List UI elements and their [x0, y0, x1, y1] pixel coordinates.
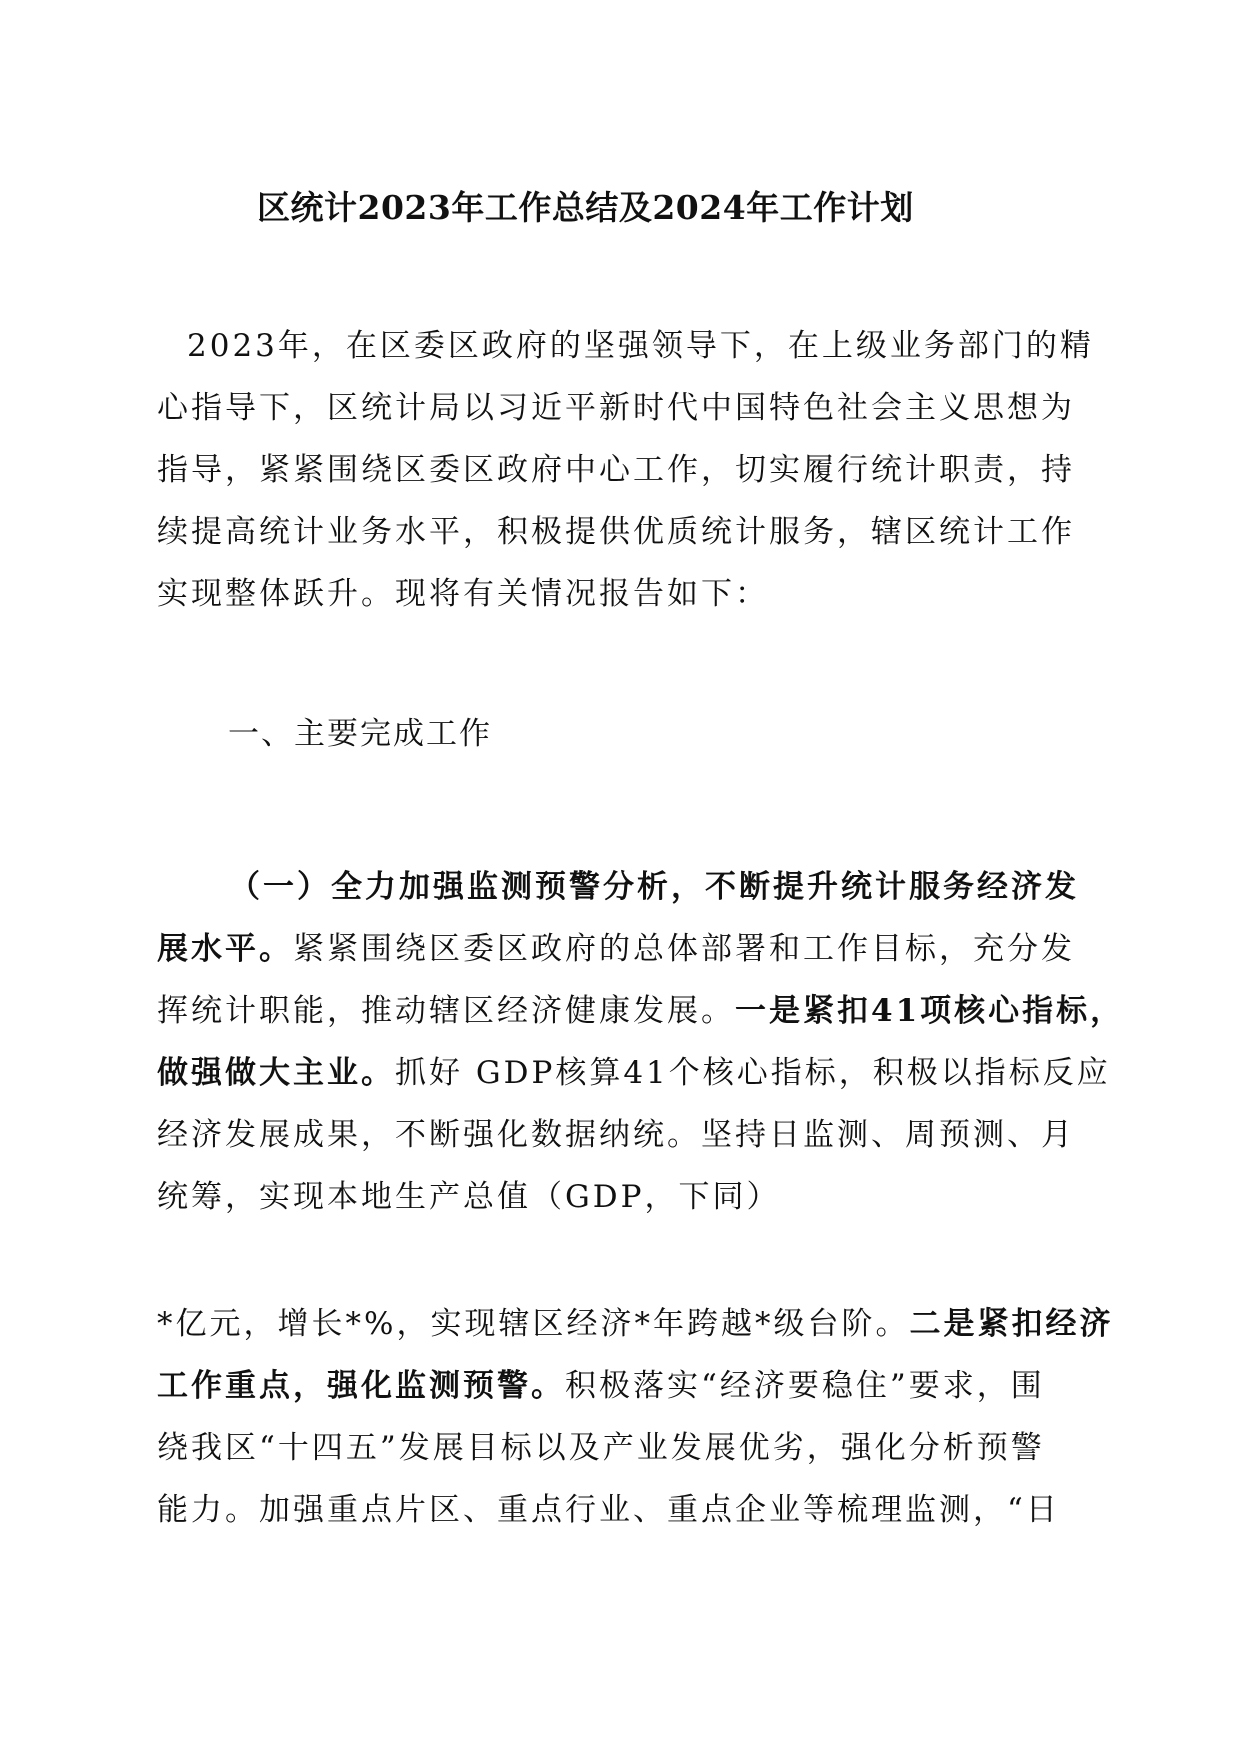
paragraph-text: 紧紧围绕区委区政府的总体部署和工作目标，充分发: [293, 931, 1075, 967]
point-heading: 工作重点，强化监测预警。: [157, 1368, 565, 1404]
point-heading: 做强做大主业。: [157, 1055, 395, 1091]
point-heading: 二是紧扣经济: [909, 1306, 1114, 1342]
paragraph-text: *亿元，增长*%，实现辖区经济*年跨越*级台阶。: [157, 1306, 910, 1342]
section-heading: 一、主要完成工作: [228, 716, 492, 752]
continuation-paragraph: [157, 1293, 1114, 1541]
paragraph-line: 经济发展成果，不断强化数据纳统。坚持日监测、周预测、月: [157, 1117, 1075, 1153]
intro-line: 实现整体跃升。现将有关情况报告如下：: [157, 576, 769, 612]
paragraph-text: 挥统计职能，推动辖区经济健康发展。: [157, 993, 735, 1029]
document-title: 区统计2023年工作总结及2024年工作计划: [257, 188, 914, 227]
paragraph-line: 能力。加强重点片区、重点行业、重点企业等梳理监测，“日: [157, 1492, 1060, 1528]
intro-line: 续提高统计业务水平，积极提供优质统计服务，辖区统计工作: [157, 514, 1075, 550]
paragraph-text: 抓好 GDP核算41个核心指标，积极以指标反应: [395, 1055, 1111, 1091]
paragraph-line: 绕我区“十四五”发展目标以及产业发展优劣，强化分析预警: [157, 1430, 1045, 1466]
paragraph-line: 统筹，实现本地生产总值（GDP，下同）: [157, 1179, 781, 1215]
intro-paragraph: [157, 315, 1094, 625]
paragraph-line: [157, 1042, 1111, 1104]
paragraph-line: [157, 980, 1125, 1042]
paragraph-line: [157, 1293, 1114, 1355]
paragraph-line: [157, 918, 1087, 980]
intro-line: 2023年，在区委区政府的坚强领导下，在上级业务部门的精: [187, 328, 1094, 364]
subsection-heading-part2: 展水平。: [157, 931, 293, 967]
subsection-paragraph: [157, 856, 1125, 1228]
paragraph-line: [157, 856, 1087, 918]
paragraph-line: [157, 1355, 1087, 1417]
subsection-heading-part1: （一）全力加强监测预警分析，不断提升统计服务经济发: [229, 869, 1079, 905]
intro-line: 指导，紧紧围绕区委区政府中心工作，切实履行统计职责，持: [157, 452, 1075, 488]
point-heading: 一是紧扣41项核心指标，: [735, 993, 1125, 1029]
intro-line: 心指导下，区统计局以习近平新时代中国特色社会主义思想为: [157, 390, 1075, 426]
paragraph-text: 积极落实“经济要稳住”要求，围: [565, 1368, 1045, 1404]
